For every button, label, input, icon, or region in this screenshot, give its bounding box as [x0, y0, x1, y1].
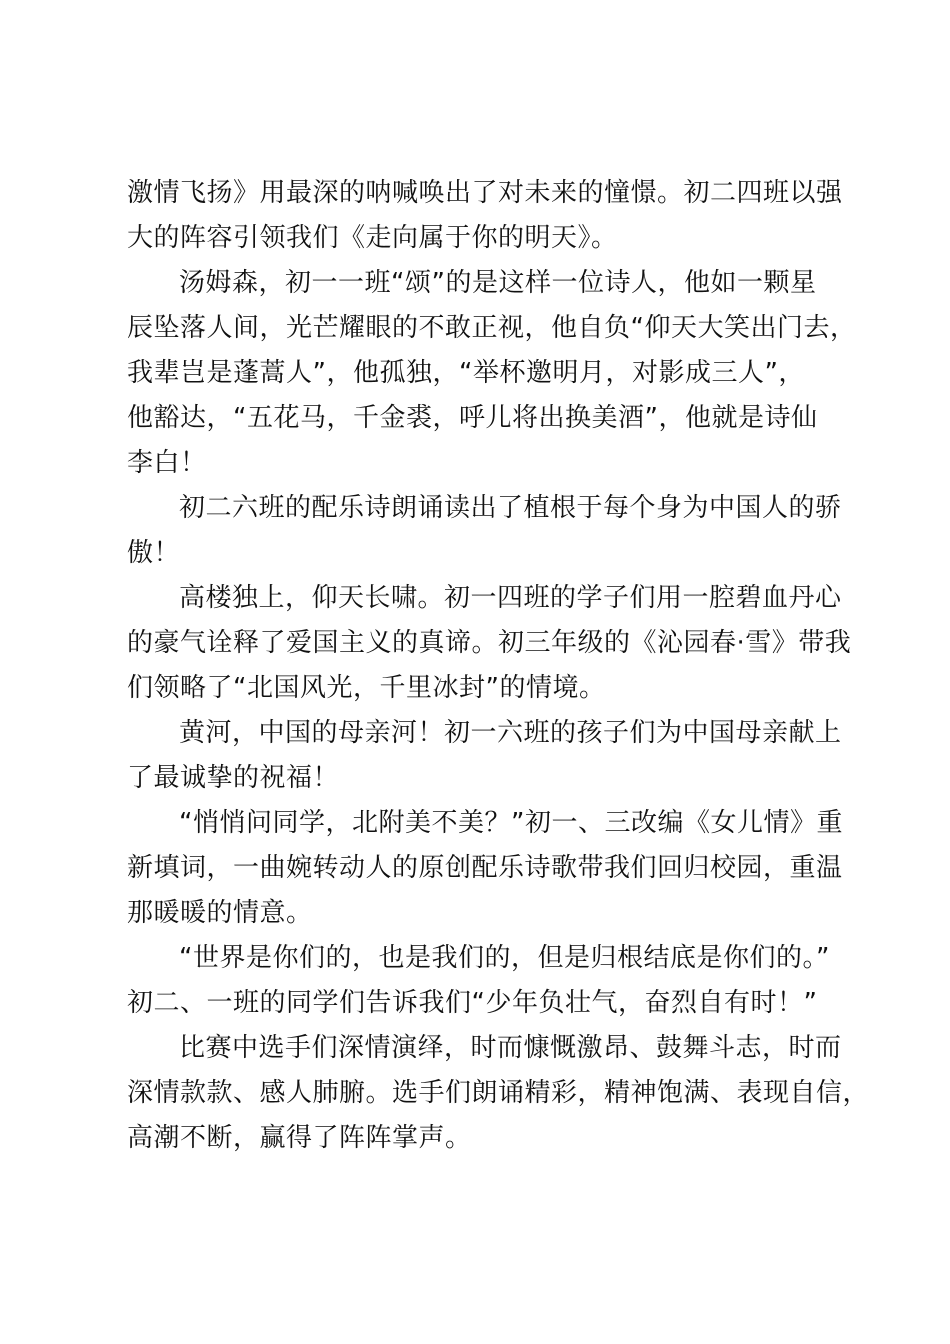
text-line: 初二、一班的同学们告诉我们“少年负壮气，奋烈自有时！”: [127, 988, 818, 1018]
paragraph-start-line: “悄悄问同学，北附美不美？”初一、三改编《女儿情》重: [179, 808, 843, 838]
text-line: 那暖暖的情意。: [127, 898, 313, 928]
text-line: 辰坠落人间，光芒耀眼的不敢正视，他自负“仰天大笑出门去，: [127, 313, 857, 343]
paragraph-start-line: “世界是你们的，也是我们的，但是归根结底是你们的。”: [179, 943, 830, 973]
text-line: 的豪气诠释了爱国主义的真谛。初三年级的《沁园春·雪》带我: [127, 628, 852, 658]
text-line: 了最诚挚的祝福！: [127, 763, 340, 793]
text-line: 激情飞扬》用最深的呐喊唤出了对未来的憧憬。初二四班以强: [127, 178, 843, 208]
body-text: [127, 171, 870, 1161]
text-line: 新填词，一曲婉转动人的原创配乐诗歌带我们回归校园，重温: [127, 853, 843, 883]
text-line: 傲！: [127, 538, 181, 568]
text-line: 大的阵容引领我们《走向属于你的明天》。: [127, 223, 618, 253]
text-line: 们领略了“北国风光，千里冰封”的情境。: [127, 673, 606, 703]
paragraph-start-line: 汤姆森，初一一班“颂”的是这样一位诗人，他如一颗星: [179, 268, 817, 298]
paragraph-start-line: 黄河，中国的母亲河！初一六班的孩子们为中国母亲献上: [179, 718, 842, 748]
text-line: 他豁达，“五花马，千金裘，呼儿将出换美酒”，他就是诗仙: [127, 403, 818, 433]
paragraph-start-line: 高楼独上，仰天长啸。初一四班的学子们用一腔碧血丹心: [179, 583, 842, 613]
text-line: 李白！: [127, 448, 207, 478]
text-line: 深情款款、感人肺腑。选手们朗诵精彩，精神饱满、表现自信，: [127, 1078, 870, 1108]
text-line: 我辈岂是蓬蒿人”，他孤独，“举杯邀明月，对影成三人”，: [127, 358, 805, 388]
text-line: 高潮不断，赢得了阵阵掌声。: [127, 1123, 472, 1153]
paragraph-start-line: 比赛中选手们深情演绎，时而慷慨激昂、鼓舞斗志，时而: [179, 1033, 842, 1063]
paragraph-start-line: 初二六班的配乐诗朗诵读出了植根于每个身为中国人的骄: [179, 493, 842, 523]
